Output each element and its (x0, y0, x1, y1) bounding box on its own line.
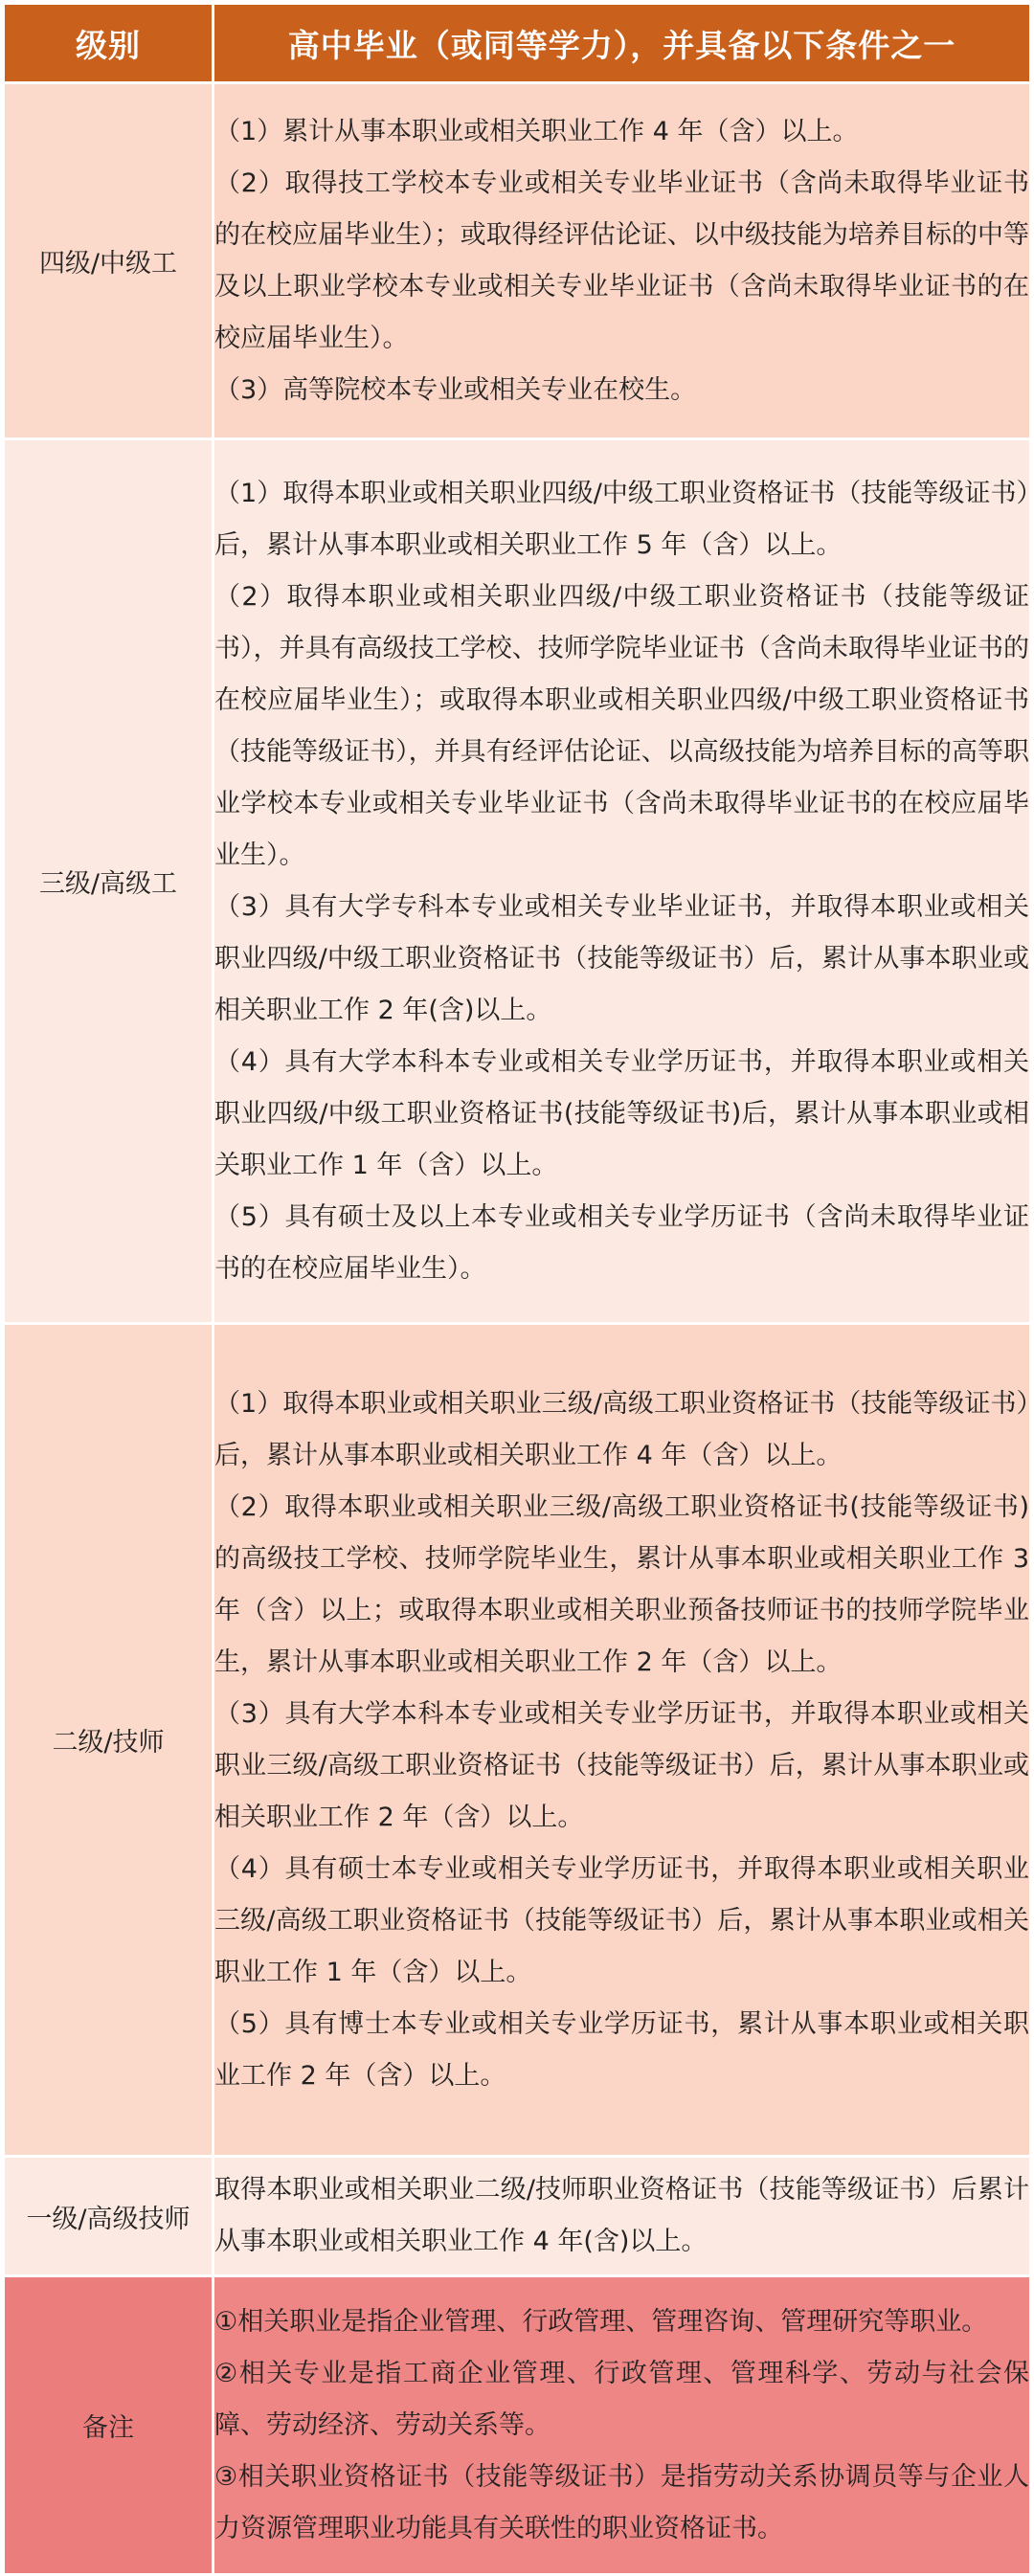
requirements-cell (214, 2157, 1031, 2276)
level-cell: 三级/高级工 (4, 439, 214, 1324)
note-item: ①相关职业是指企业管理、行政管理、管理咨询、管理研究等职业。 (214, 2306, 988, 2337)
requirement-item: （1）累计从事本职业或相关职业工作 4 年（含）以上。 (214, 116, 859, 146)
table-row-level-2 (4, 1324, 1031, 2157)
table-row-notes (4, 2276, 1031, 2575)
requirement-item: （3）具有大学本科本专业或相关专业学历证书，并取得本职业或相关职业三级/高级工职业资格证书（技能等级证书）后，累计从事本职业或相关职业工作 2 年（含）以上。 (214, 1698, 1029, 1832)
requirement-item: （4）具有硕士本专业或相关专业学历证书，并取得本职业或相关职业三级/高级工职业资格证书（技能等级证书）后，累计从事本职业或相关职业工作 1 年（含）以上。 (214, 1853, 1029, 1987)
table-row-level-3 (4, 439, 1031, 1324)
requirement-item: （1）取得本职业或相关职业四级/中级工职业资格证书（技能等级证书）后，累计从事本职业或相关职业工作 5 年（含）以上。 (214, 478, 1029, 560)
requirement-item: （4）具有大学本科本专业或相关专业学历证书，并取得本职业或相关职业四级/中级工职业资格证书(技能等级证书)后，累计从事本职业或相关职业工作 1 年（含）以上。 (214, 1046, 1029, 1180)
requirements-cell (214, 83, 1031, 439)
table-row-level-4 (4, 83, 1031, 439)
requirement-item: （2）取得本职业或相关职业四级/中级工职业资格证书（技能等级证书），并具有高级技工学校、技师学院毕业证书（含尚未取得毕业证书的在校应届毕业生）；或取得本职业或相关职业四级/中级工职业资格证书（技能等级证书），并具有经评估论证、以高级技能为培养目标的高等职业学校本专业或相关专业毕业证书（含尚未取得毕业证书的在校应届毕业生）。 (214, 581, 1029, 870)
table-body (4, 83, 1031, 2575)
notes-cell (214, 2276, 1031, 2575)
level-cell: 四级/中级工 (4, 83, 214, 439)
requirement-item: （5）具有博士本专业或相关专业学历证书，累计从事本职业或相关职业工作 2 年（含）以上。 (214, 2008, 1029, 2091)
level-cell: 一级/高级技师 (4, 2157, 214, 2276)
note-item: ②相关专业是指工商企业管理、行政管理、管理科学、劳动与社会保障、劳动经济、劳动关系等。 (214, 2358, 1029, 2440)
requirement-item: （2）取得本职业或相关职业三级/高级工职业资格证书(技能等级证书)的高级技工学校、技师学院毕业生，累计从事本职业或相关职业工作 3 年（含）以上；或取得本职业或相关职业预备技师证书的技师学院毕业生，累计从事本职业或相关职业工作 2 年（含）以上。 (214, 1491, 1029, 1677)
requirement-item: （3）高等院校本专业或相关专业在校生。 (214, 374, 697, 405)
table-header (4, 4, 1031, 83)
requirement-item: 取得本职业或相关职业二级/技师职业资格证书（技能等级证书）后累计从事本职业或相关职业工作 4 年(含)以上。 (214, 2175, 1029, 2256)
requirement-item: （2）取得技工学校本专业或相关专业毕业证书（含尚未取得毕业证书的在校应届毕业生）；或取得经评估论证、以中级技能为培养目标的中等及以上职业学校本专业或相关专业毕业证书（含尚未取得毕业证书的在校应届毕业生）。 (214, 168, 1029, 353)
qualification-table (2, 2, 1032, 2576)
level-cell: 二级/技师 (4, 1324, 214, 2157)
requirements-cell (214, 439, 1031, 1324)
requirements-cell (214, 1324, 1031, 2157)
table-row-level-1 (4, 2157, 1031, 2276)
requirement-item: （1）取得本职业或相关职业三级/高级工职业资格证书（技能等级证书）后，累计从事本职业或相关职业工作 4 年（含）以上。 (214, 1388, 1029, 1470)
header-requirements: 高中毕业（或同等学力），并具备以下条件之一 (214, 4, 1031, 83)
requirement-item: （5）具有硕士及以上本专业或相关专业学历证书（含尚未取得毕业证书的在校应届毕业生）。 (214, 1201, 1029, 1284)
note-item: ③相关职业资格证书（技能等级证书）是指劳动关系协调员等与企业人力资源管理职业功能具有关联性的职业资格证书。 (214, 2461, 1029, 2543)
requirement-item: （3）具有大学专科本专业或相关专业毕业证书，并取得本职业或相关职业四级/中级工职业资格证书（技能等级证书）后，累计从事本职业或相关职业工作 2 年(含)以上。 (214, 891, 1029, 1025)
notes-label: 备注 (4, 2276, 214, 2575)
header-row (4, 4, 1031, 83)
header-level: 级别 (4, 4, 214, 83)
